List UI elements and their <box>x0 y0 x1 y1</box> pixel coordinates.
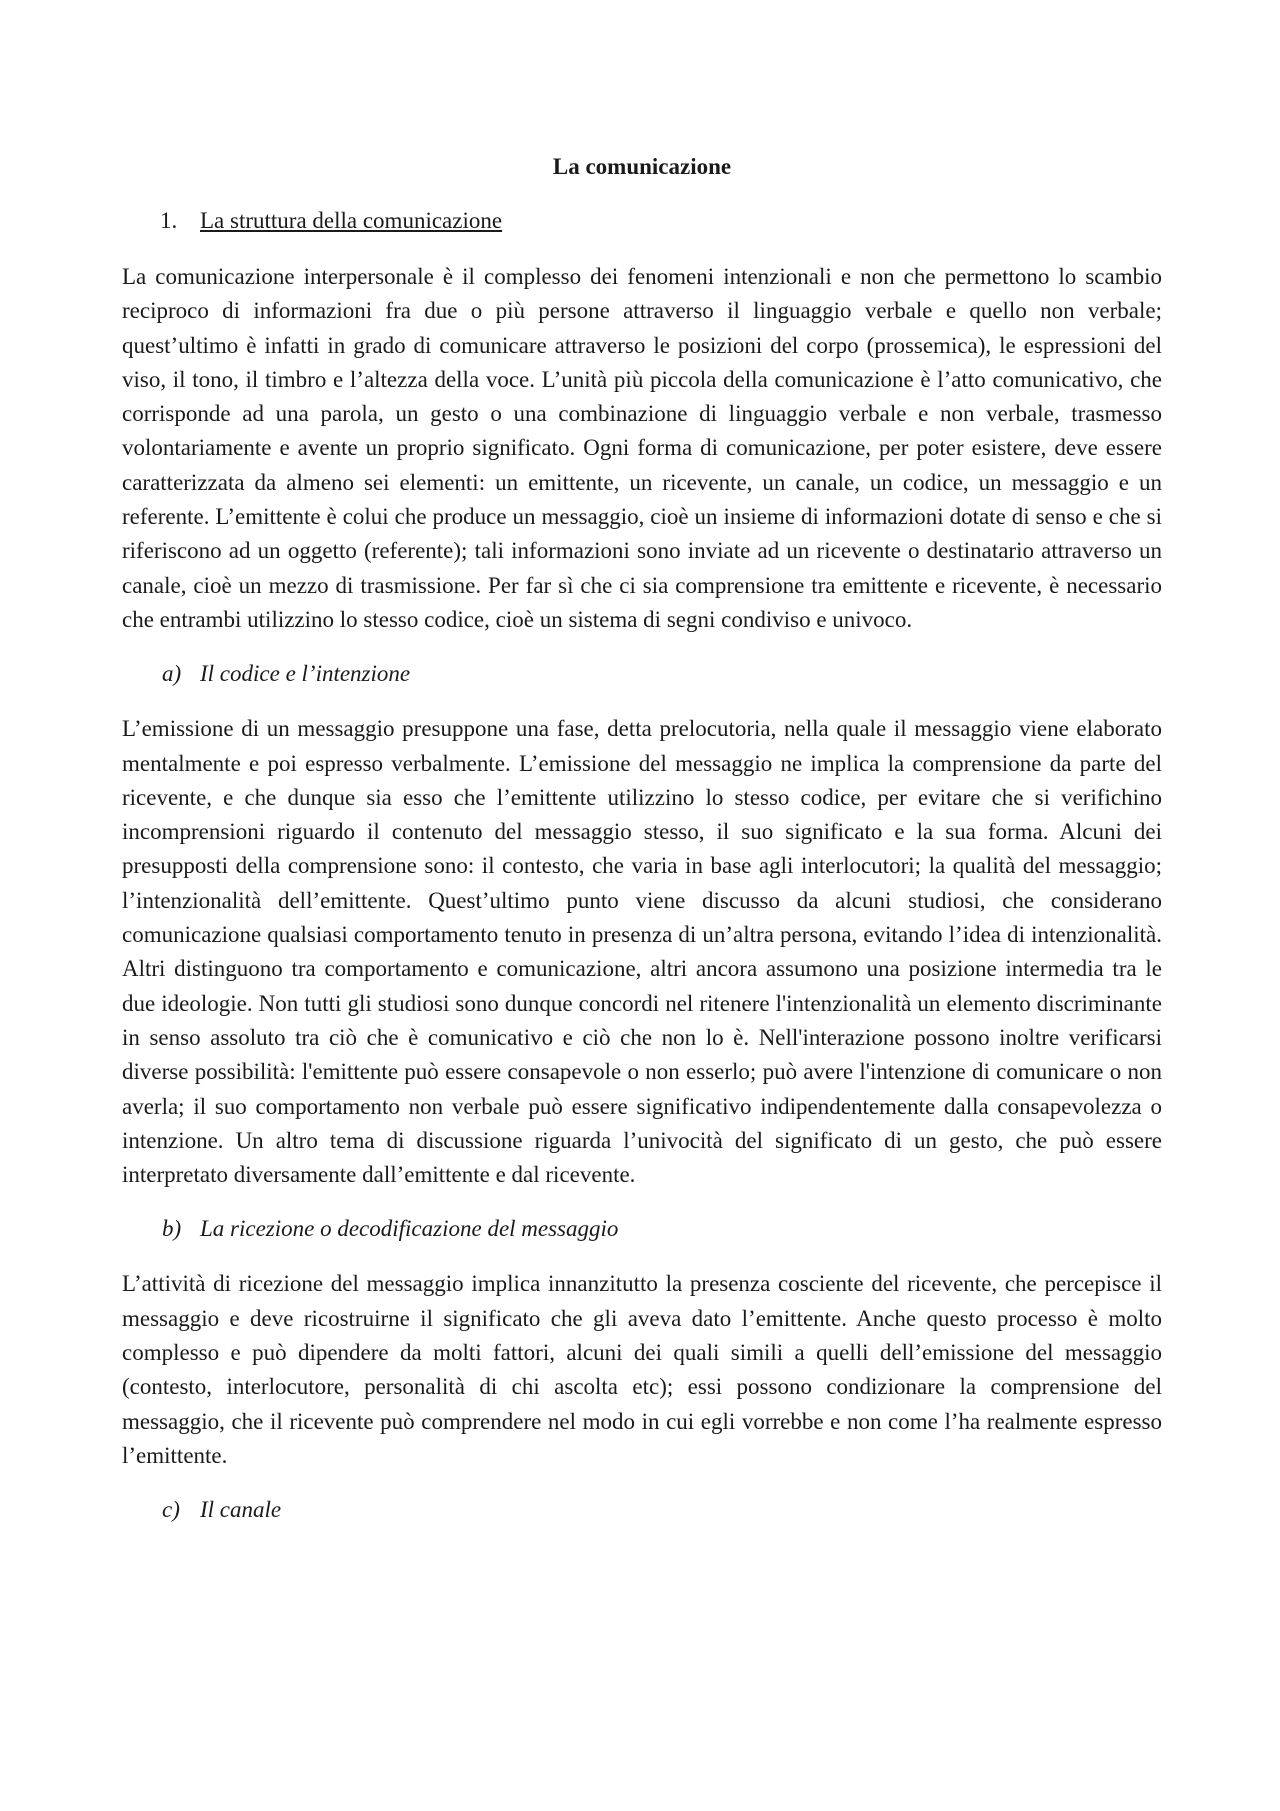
paragraph-code-intention: L’emissione di un messaggio presuppone una fase, detta prelocutoria, nella quale il messaggio viene elaborato mentalmente e poi espresso verbalmente. L’emissione del messaggio ne implica la comprensione da parte del ricevente, e che dunque sia esso che l’emittente utilizzino lo stesso codice, per evitare che si verifichino incomprensioni riguardo il contenuto del messaggio stesso, il suo significato e la sua forma. Alcuni dei presupposti della comprensione sono: il contesto, che varia in base agli interlocutori; la qualità del messaggio; l’intenzionalità dell’emittente. Quest’ultimo punto viene discusso da alcuni studiosi, che considerano comunicazione qualsiasi comportamento tenuto in presenza di un’altra persona, evitando l’idea di intenzionalità. Altri distinguono tra comportamento e comunicazione, altri ancora assumono una posizione intermedia tra le due ideologie. Non tutti gli studiosi sono dunque concordi nel ritenere l'intenzionalità un elemento discriminante in senso assoluto tra ciò che è comunicativo e ciò che non lo è. Nell'interazione possono inoltre verificarsi diverse possibilità: l'emittente può essere consapevole o non esserlo; può avere l'intenzione di comunicare o non averla; il suo comportamento non verbale può essere significativo indipendentemente dalla consapevolezza o intenzione. Un altro tema di discussione riguarda l’univocità del significato di un gesto, che può essere interpretato diversamente dall’emittente e dal ricevente. <box>122 716 1162 1188</box>
subsection-heading-c <box>162 1493 1162 1527</box>
paragraph-structure: La comunicazione interpersonale è il complesso dei fenomeni intenzionali e non che permettono lo scambio reciproco di informazioni fra due o più persone attraverso il linguaggio verbale e quello non verbale; quest’ultimo è infatti in grado di comunicare attraverso le posizioni del corpo (prossemica), le espressioni del viso, il tono, il timbro e l’altezza della voce. L’unità più piccola della comunicazione è l’atto comunicativo, che corrisponde ad una parola, un gesto o una combinazione di linguaggio verbale e non verbale, trasmesso volontariamente e avente un proprio significato. Ogni forma di comunicazione, per poter esistere, deve essere caratterizzata da almeno sei elementi: un emittente, un ricevente, un canale, un codice, un messaggio e un referente. L’emittente è colui che produce un messaggio, cioè un insieme di informazioni dotate di senso e che si riferiscono ad un oggetto (referente); tali informazioni sono inviate ad un ricevente o destinatario attraverso un canale, cioè un mezzo di trasmissione. Per far sì che ci sia comprensione tra emittente e ricevente, è necessario che entrambi utilizzino lo stesso codice, cioè un sistema di segni condiviso e univoco. <box>122 264 1162 632</box>
subsection-marker: a) <box>162 661 182 687</box>
document-page <box>122 150 1162 1548</box>
subsection-marker: c) <box>162 1497 180 1523</box>
subsection-heading-b <box>162 1212 1162 1246</box>
paragraph-reception: L’attività di ricezione del messaggio implica innanzitutto la presenza cosciente del ricevente, che percepisce il messaggio e deve ricostruirne il significato che gli aveva dato l’emittente. Anche questo processo è molto complesso e può dipendere da molti fattori, alcuni dei quali simili a quelli dell’emissione del messaggio (contesto, interlocutore, personalità di chi ascolta etc); essi possono condizionare la comprensione del messaggio, che il ricevente può comprendere nel modo in cui egli vorrebbe e non come l’ha realmente espresso l’emittente. <box>122 1271 1162 1468</box>
subsection-heading-a <box>162 657 1162 691</box>
document-title: La comunicazione <box>552 154 732 179</box>
section-label: La struttura della comunicazione <box>200 208 503 233</box>
subsection-label: Il codice e l’intenzione <box>200 661 411 687</box>
section-number: 1. <box>160 208 178 233</box>
subsection-label: Il canale <box>200 1497 282 1523</box>
section-heading <box>160 204 1162 238</box>
subsection-label: La ricezione o decodificazione del messaggio <box>200 1216 619 1242</box>
subsection-marker: b) <box>162 1216 182 1242</box>
